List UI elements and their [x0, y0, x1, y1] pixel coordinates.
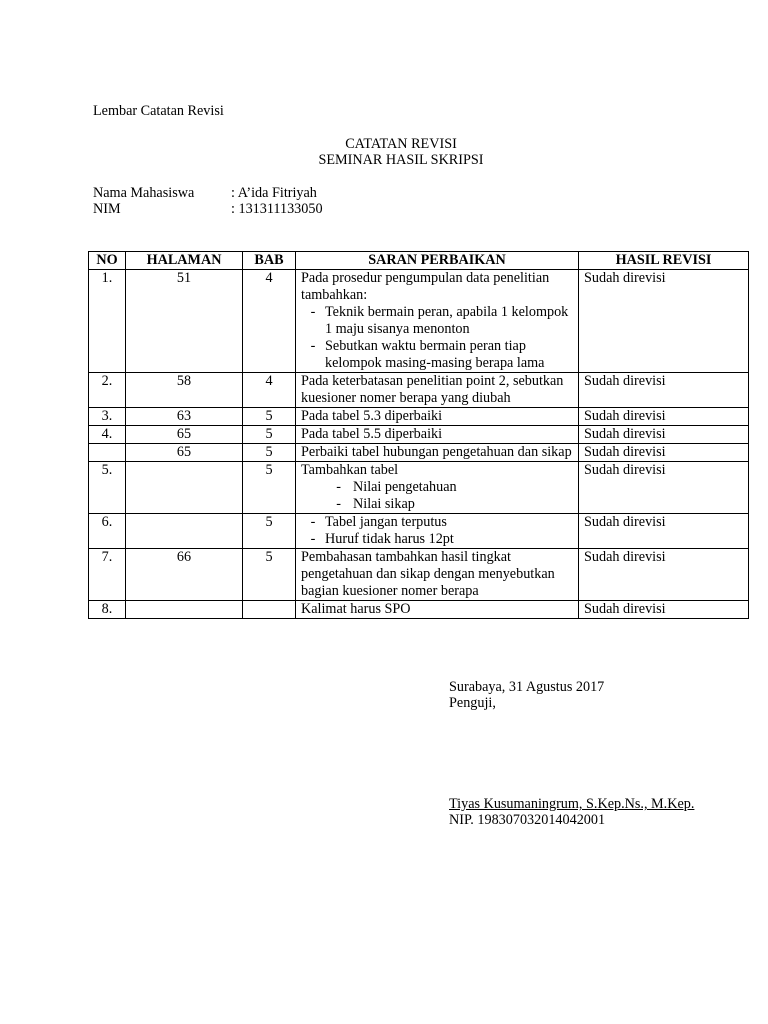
cell-hasil: Sudah direvisi: [579, 462, 749, 514]
header-bab: BAB: [243, 252, 296, 270]
table-header-row: [89, 252, 749, 270]
cell-hasil: Sudah direvisi: [579, 408, 749, 426]
document-label: Lembar Catatan Revisi: [93, 103, 224, 119]
student-nim-value: : 131311133050: [231, 201, 323, 217]
cell-bab: [243, 601, 296, 619]
header-hasil: HASIL REVISI: [579, 252, 749, 270]
cell-saran: [296, 426, 579, 444]
cell-bab: 4: [243, 373, 296, 408]
examiner-nip: NIP. 198307032014042001: [449, 812, 606, 828]
cell-no: 4.: [89, 426, 126, 444]
document-subtitle: SEMINAR HASIL SKRIPSI: [318, 152, 484, 168]
cell-halaman: 66: [126, 549, 243, 601]
saran-sub-item: [301, 304, 573, 338]
table-row: [89, 373, 749, 408]
table-row: [89, 514, 749, 549]
cell-no: 5.: [89, 462, 126, 514]
cell-hasil: Sudah direvisi: [579, 373, 749, 408]
saran-sub-text: Tabel jangan terputus: [325, 514, 447, 530]
saran-sub-item: [301, 531, 573, 548]
cell-saran: [296, 270, 579, 373]
saran-sub-text: Nilai sikap: [353, 496, 415, 512]
cell-no: [89, 444, 126, 462]
cell-bab: 5: [243, 514, 296, 549]
cell-no: 1.: [89, 270, 126, 373]
table-row: [89, 549, 749, 601]
saran-sub-text: Teknik bermain peran, apabila 1 kelompok 1 maju sisanya menonton: [325, 304, 569, 337]
saran-text: Pada tabel 5.5 diperbaiki: [301, 426, 443, 442]
saran-sub-text: Sebutkan waktu bermain peran tiap kelompok masing-masing berapa lama: [325, 338, 545, 371]
cell-halaman: [126, 514, 243, 549]
cell-halaman: 63: [126, 408, 243, 426]
table-row: [89, 462, 749, 514]
header-saran: SARAN PERBAIKAN: [296, 252, 579, 270]
cell-saran: [296, 373, 579, 408]
cell-saran: [296, 408, 579, 426]
student-name-label: Nama Mahasiswa: [93, 185, 195, 201]
cell-bab: 5: [243, 549, 296, 601]
cell-saran: [296, 549, 579, 601]
saran-text: Pada keterbatasan penelitian point 2, sebutkan kuesioner nomer berapa yang diubah: [301, 373, 564, 406]
cell-hasil: Sudah direvisi: [579, 514, 749, 549]
saran-sub-text: Huruf tidak harus 12pt: [325, 531, 454, 547]
table-row: [89, 601, 749, 619]
saran-sub-text: Nilai pengetahuan: [353, 479, 457, 495]
dash-bullet-icon: -: [310, 304, 316, 320]
saran-sub-item: [301, 479, 573, 496]
cell-bab: 5: [243, 426, 296, 444]
header-halaman: HALAMAN: [126, 252, 243, 270]
saran-text: Pembahasan tambahkan hasil tingkat pengetahuan dan sikap dengan menyebutkan bagian kuesioner nomer berapa: [301, 549, 555, 599]
cell-hasil: Sudah direvisi: [579, 270, 749, 373]
cell-halaman: 51: [126, 270, 243, 373]
saran-sub-item: [301, 496, 573, 513]
cell-halaman: [126, 462, 243, 514]
table-row: [89, 408, 749, 426]
header-no: NO: [89, 252, 126, 270]
saran-text: Pada prosedur pengumpulan data penelitian tambahkan:: [301, 270, 550, 303]
table-row: [89, 444, 749, 462]
cell-bab: 5: [243, 408, 296, 426]
cell-bab: 5: [243, 462, 296, 514]
cell-halaman: 65: [126, 426, 243, 444]
dash-bullet-icon: -: [310, 531, 316, 547]
cell-no: 7.: [89, 549, 126, 601]
table-row: [89, 426, 749, 444]
cell-hasil: Sudah direvisi: [579, 549, 749, 601]
cell-saran: [296, 514, 579, 549]
cell-saran: [296, 444, 579, 462]
dash-bullet-icon: -: [336, 479, 341, 495]
cell-hasil: Sudah direvisi: [579, 444, 749, 462]
saran-text: Kalimat harus SPO: [301, 601, 411, 617]
saran-sub-item: [301, 514, 573, 531]
cell-no: 3.: [89, 408, 126, 426]
cell-hasil: Sudah direvisi: [579, 426, 749, 444]
saran-text: Perbaiki tabel hubungan pengetahuan dan sikap: [301, 444, 572, 460]
dash-bullet-icon: -: [310, 338, 316, 354]
dash-bullet-icon: -: [310, 514, 316, 530]
saran-text: Pada tabel 5.3 diperbaiki: [301, 408, 443, 424]
cell-saran: [296, 601, 579, 619]
cell-halaman: 65: [126, 444, 243, 462]
signature-role: Penguji,: [449, 695, 496, 711]
student-name-value: : A’ida Fitriyah: [231, 185, 317, 201]
signature-city-date: Surabaya, 31 Agustus 2017: [449, 679, 605, 695]
cell-bab: 5: [243, 444, 296, 462]
revision-table: [88, 251, 749, 619]
cell-no: 6.: [89, 514, 126, 549]
cell-no: 2.: [89, 373, 126, 408]
cell-halaman: [126, 601, 243, 619]
table-row: [89, 270, 749, 373]
document-title: CATATAN REVISI: [345, 136, 457, 152]
cell-hasil: Sudah direvisi: [579, 601, 749, 619]
saran-text: Tambahkan tabel: [301, 462, 399, 478]
cell-saran: [296, 462, 579, 514]
cell-halaman: 58: [126, 373, 243, 408]
dash-bullet-icon: -: [336, 496, 341, 512]
student-nim-label: NIM: [93, 201, 121, 217]
cell-no: 8.: [89, 601, 126, 619]
cell-bab: 4: [243, 270, 296, 373]
saran-sub-item: [301, 338, 573, 372]
examiner-name: Tiyas Kusumaningrum, S.Kep.Ns., M.Kep.: [449, 796, 695, 812]
